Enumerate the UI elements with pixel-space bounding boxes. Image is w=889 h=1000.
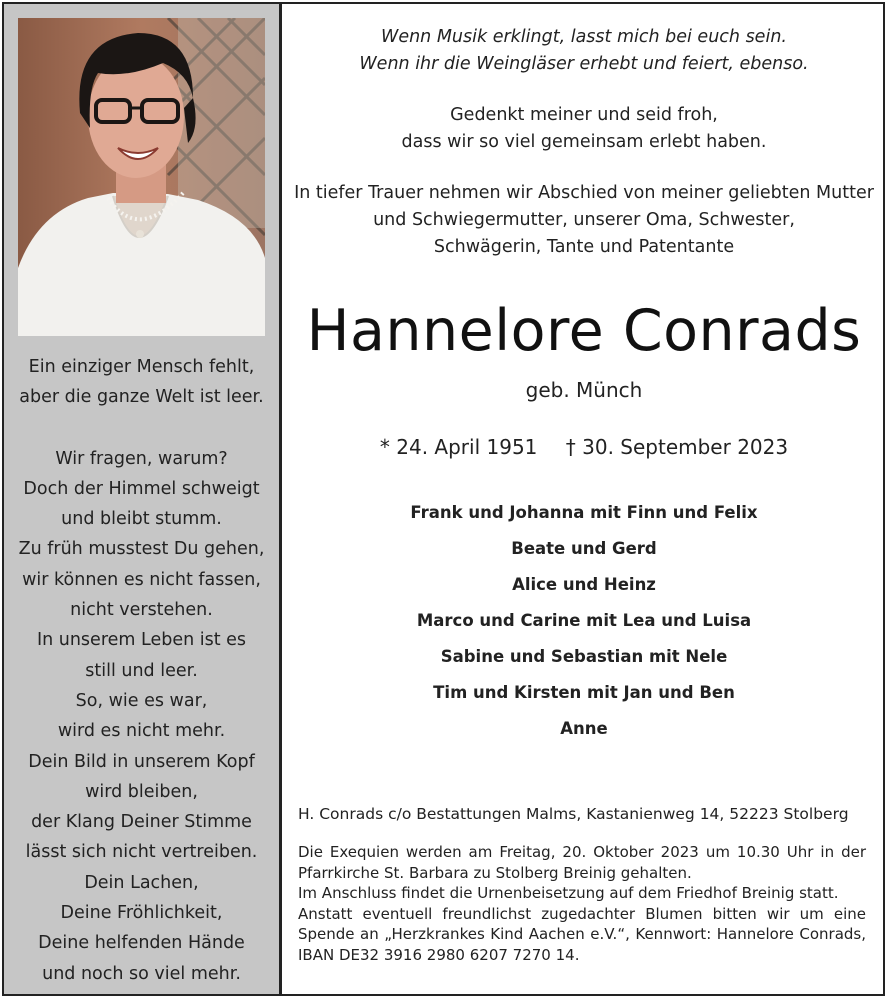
- sidebar-poem: [4, 352, 279, 989]
- poem-line: Deine helfenden Hände: [38, 933, 245, 954]
- poem-line: Zu früh musstest Du gehen,: [18, 539, 265, 560]
- family-member: Tim und Kirsten mit Jan und Ben: [433, 683, 735, 702]
- death-date: † 30. September 2023: [565, 435, 789, 459]
- undertaker-address: H. Conrads c/o Bestattungen Malms, Kastanienweg 14, 52223 Stolberg: [298, 805, 849, 823]
- poem-line: Doch der Himmel schweigt: [23, 478, 260, 499]
- mourning-intro: [282, 180, 886, 261]
- poem-line: und noch so viel mehr.: [42, 963, 241, 984]
- main-column: [282, 4, 882, 994]
- poem-line: lässt sich nicht vertreiben.: [25, 842, 258, 863]
- family-member: Beate und Gerd: [511, 539, 657, 558]
- family-member: Frank und Johanna mit Finn und Felix: [410, 503, 758, 522]
- poem-line: Wir fragen, warum?: [55, 448, 228, 469]
- poem-line: Dein Lachen,: [84, 872, 199, 893]
- opening-quote: [282, 24, 886, 78]
- remembrance-verse: [282, 102, 886, 156]
- poem-line: Deine Fröhlichkeit,: [60, 903, 223, 924]
- poem-line: und bleibt stumm.: [61, 509, 222, 530]
- details-paragraph: Anstatt eventuell freundlichst zugedachter Blumen bitten wir um eine Spende an „Herzkrankes Kind Aachen e.V.“, Kennwort: Hannelore Conrads, IBAN DE32 3916 2980 6207 7270 14.: [298, 904, 866, 964]
- poem-line: still und leer.: [85, 660, 198, 681]
- poem-line: wir können es nicht fassen,: [22, 569, 261, 590]
- poem-line: wird es nicht mehr.: [57, 721, 226, 742]
- poem-line: In unserem Leben ist es: [36, 630, 247, 651]
- birth-name: geb. Münch: [525, 378, 643, 402]
- birth-date: * 24. April 1951: [379, 435, 538, 459]
- poem-line: Ein einziger Mensch fehlt,: [28, 357, 255, 377]
- verse-line: dass wir so viel gemeinsam erlebt haben.: [401, 132, 767, 152]
- poem-line: wird bleiben,: [85, 781, 198, 802]
- portrait-photo: [18, 18, 265, 336]
- family-member: Marco und Carine mit Lea und Luisa: [416, 611, 752, 630]
- life-dates: [282, 434, 886, 460]
- intro-line: und Schwiegermutter, unserer Oma, Schwester,: [373, 210, 795, 230]
- family-member: Anne: [560, 719, 608, 738]
- details-paragraph: Im Anschluss findet die Urnenbeisetzung auf dem Friedhof Breinig statt.: [298, 884, 839, 903]
- intro-line: Schwägerin, Tante und Patentante: [433, 237, 735, 257]
- poem-line: aber die ganze Welt ist leer.: [19, 387, 264, 408]
- quote-line: Wenn ihr die Weingläser erhebt und feiert, ebenso.: [359, 54, 809, 74]
- family-member: Alice und Heinz: [512, 575, 656, 594]
- quote-line: Wenn Musik erklingt, lasst mich bei euch sein.: [381, 27, 787, 47]
- details-paragraph: Die Exequien werden am Freitag, 20. Oktober 2023 um 10.30 Uhr in der Pfarrkirche St. Barbara zu Stolberg Breinig gehalten.: [298, 843, 866, 882]
- family-list: [282, 498, 886, 750]
- family-member: Sabine und Sebastian mit Nele: [440, 647, 728, 666]
- poem-line: So, wie es war,: [75, 690, 208, 711]
- poem-line: nicht verstehen.: [70, 600, 213, 621]
- service-details: [298, 842, 866, 966]
- verse-line: Gedenkt meiner und seid froh,: [450, 105, 718, 125]
- deceased-name: Hannelore Conrads: [306, 298, 862, 364]
- poem-line: der Klang Deiner Stimme: [31, 812, 252, 833]
- intro-line: In tiefer Trauer nehmen wir Abschied von meiner geliebten Mutter: [294, 183, 874, 203]
- poem-line: Dein Bild in unserem Kopf: [28, 751, 255, 772]
